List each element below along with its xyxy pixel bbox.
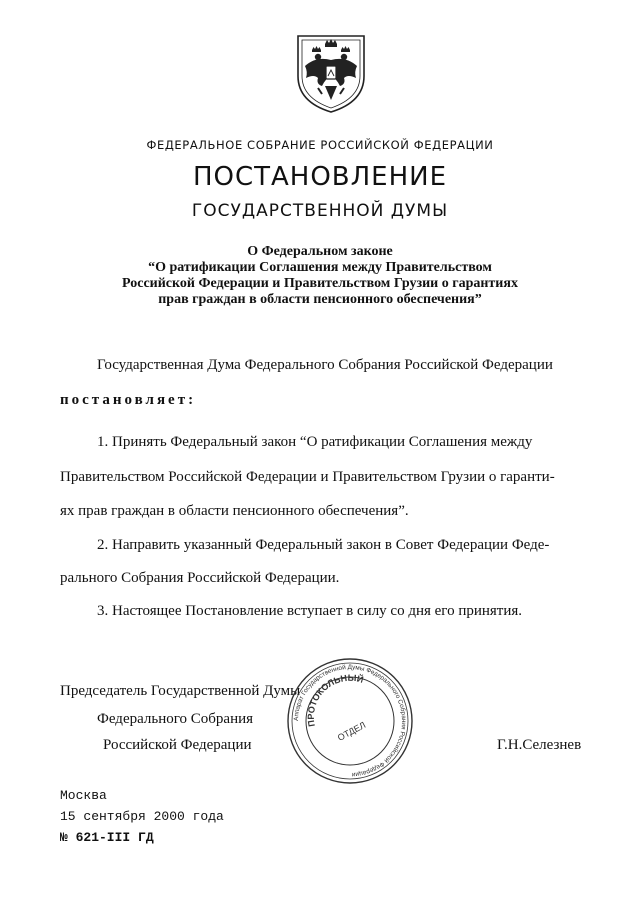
signatory-title-line: Председатель Государственной Думы [60,683,301,699]
subject-line: Российской Федерации и Правительством Грузии о гарантиях [122,276,518,291]
round-stamp [285,656,415,786]
document-number: № 621-III ГД [60,830,154,845]
stamp-outer-text: Аппарат Государственной Думы Федерального Собрания Российской Федерации [292,663,408,778]
item-2-line: 2. Направить указанный Федеральный закон в Совет Федерации Феде- [97,537,550,553]
place: Москва [60,788,107,803]
signatory-name: Г.Н.Селезнев [497,737,582,753]
signatory-title-line: Российской Федерации [103,737,252,753]
document-issuer: ГОСУДАРСТВЕННОЙ ДУМЫ [191,201,449,221]
item-2-line: рального Собрания Российской Федерации. [60,570,340,586]
preamble: Государственная Дума Федерального Собрания Российской Федерации [97,357,553,373]
item-1-line: Правительством Российской Федерации и Правительством Грузии о гаранти- [60,469,555,485]
subject-line: О Федеральном законе [247,244,393,259]
item-1-line: 1. Принять Федеральный закон “О ратификации Соглашения между [97,434,533,450]
document-type: ПОСТАНОВЛЕНИЕ [192,162,448,192]
stamp-inner-bottom-text: ОТДЕЛ [335,719,368,743]
subject-line: “О ратификации Соглашения между Правительством [148,260,492,275]
date: 15 сентября 2000 года [60,809,224,824]
document-subject [0,244,640,308]
issuing-body: ФЕДЕРАЛЬНОЕ СОБРАНИЕ РОССИЙСКОЙ ФЕДЕРАЦИИ [146,138,494,152]
coat-of-arms-icon [292,30,370,114]
resolves-word: постановляет: [60,392,197,408]
item-3: 3. Настоящее Постановление вступает в силу со дня его принятия. [97,603,523,619]
subject-line: прав граждан в области пенсионного обеспечения” [158,292,482,307]
stamp-inner-top-text: ПРОТОКОЛЬНЫЙ [305,672,365,728]
item-1-line: ях прав граждан в области пенсионного обеспечения”. [60,503,409,519]
signatory-title-line: Федерального Собрания [97,711,254,727]
